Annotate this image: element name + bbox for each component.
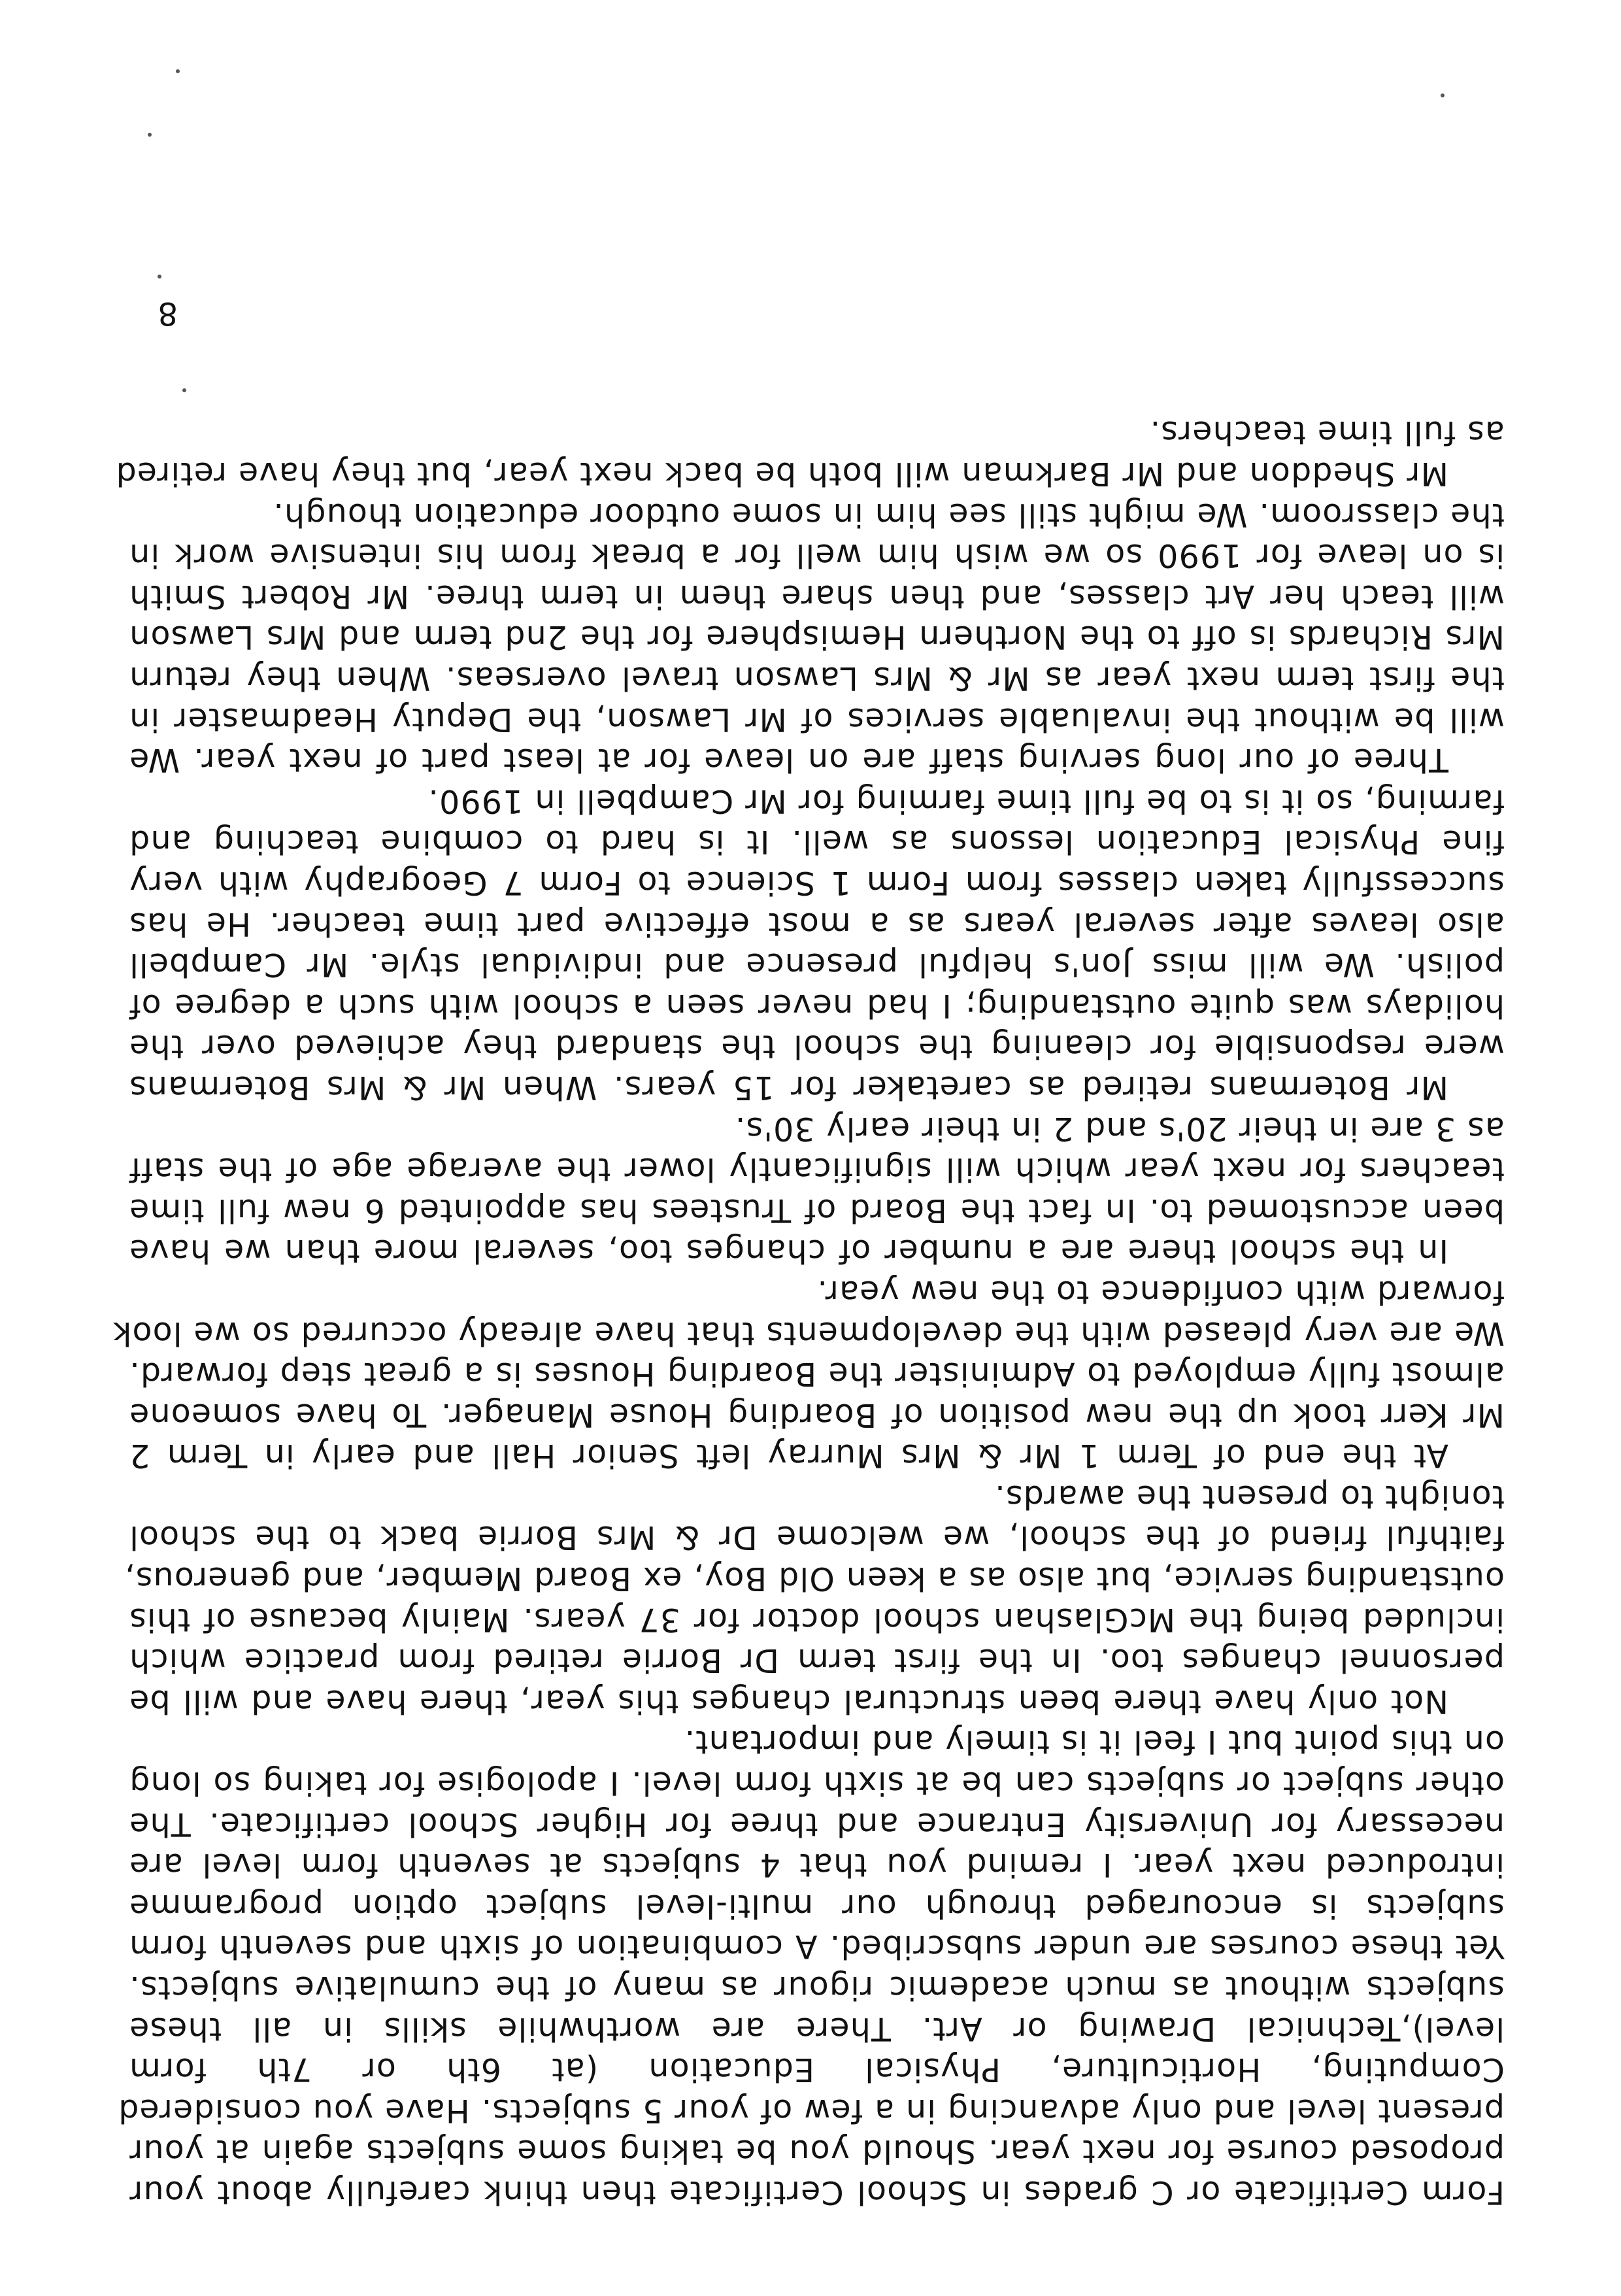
text-line: farming, so it is to be full time farming for Mr Campbell in 1990.: [427, 782, 1505, 820]
text-line: In the school there are a number of changes too, several more than we have: [129, 1232, 1448, 1270]
text-line: other subject or subjects can be at sixth form level. I apologise for taking so long: [129, 1764, 1505, 1802]
text-line: as 3 are in their 20's and 2 in their early 30's.: [734, 1109, 1505, 1147]
text-line: proposed course for next year. Should you be taking some subjects again at your: [129, 2133, 1505, 2170]
text-line: outstanding service, but also as a keen Old Boy, ex Board Member, and generous,: [124, 1560, 1505, 1598]
text-line: subjects without as much academic rigour as many of the cumulative subjects.: [129, 1969, 1505, 2007]
text-line: We are very pleased with the developments that have already occurred so we look: [112, 1314, 1505, 1352]
text-line: tonight to present the awards.: [994, 1477, 1505, 1515]
text-line: as full time teachers.: [1149, 414, 1505, 452]
text-line: will teach her Art classes, and then share them in term three. Mr Robert Smith: [129, 577, 1505, 615]
text-line: almost fully employed to Administer the Boarding Houses is a great step forward.: [129, 1355, 1505, 1393]
text-line: Not only have there been structural changes this year, there have and will be: [129, 1682, 1448, 1720]
scan-speck: [148, 133, 152, 137]
text-line: subjects is encouraged through our multi-level subject option programme: [129, 1887, 1505, 1925]
text-line: teachers for next year which will significantly lower the average age of the staff: [129, 1151, 1505, 1189]
body-text: [112, 412, 1505, 2212]
scan-speck: [182, 388, 186, 392]
text-line: At the end of Term 1 Mr & Mrs Murray left Senior Hall and early in Term 2: [129, 1437, 1448, 1475]
text-line: polish. We will miss Jon's helpful presence and individual style. Mr Campbell: [129, 946, 1505, 984]
text-line: Form Certificate or C grades in School Certificate then think carefully about your: [129, 2174, 1505, 2211]
scan-speck: [158, 275, 161, 279]
text-line: present level and only advancing in a few of your 5 subjects. Have you considered: [118, 2091, 1505, 2129]
text-line: will be without the invaluable services of Mr Lawson, the Deputy Headmaster in: [129, 700, 1505, 738]
text-line: also leaves after several years as a most effective part time teacher. He has: [129, 905, 1505, 943]
text-line: Mrs Richards is off to the Northern Hemisphere for the 2nd term and Mrs Lawson: [129, 618, 1505, 656]
page-number: 8: [158, 295, 178, 331]
text-line: is on leave for 1990 so we wish him well for a break from his intensive work in: [129, 537, 1505, 575]
text-line: holidays was quite outstanding; I had never seen a school with such a degree of: [129, 987, 1505, 1024]
scan-speck: [1441, 93, 1445, 97]
text-line: fine Physical Education lessons as well. It is hard to combine teaching and: [129, 823, 1505, 861]
text-line: Yet these courses are under subscribed. A combination of sixth and seventh form: [129, 1928, 1505, 1966]
text-line: been accustomed to. In fact the Board of Trustees has appointed 6 new full time: [129, 1191, 1505, 1229]
text-line: on this point but I feel it is timely and important.: [684, 1723, 1505, 1761]
text-line: necessary for University Entrance and three for Higher School certificate. The: [129, 1805, 1505, 1843]
text-line: personnel changes too. In the first term Dr Borrie retired from practice which: [129, 1642, 1505, 1680]
text-line: were responsible for cleaning the school the standard they achieved over the: [129, 1028, 1505, 1066]
text-line: Mr Botermans retired as caretaker for 15 years. When Mr & Mrs Botermans: [129, 1068, 1448, 1106]
text-line: Three of our long serving staff are on leave for at least part of next year. We: [129, 741, 1448, 779]
text-line: introduced next year. I remind you that 4 subjects at seventh form level are: [129, 1846, 1505, 1884]
text-line: faithful friend of the school, we welcome Dr & Mrs Borrie back to the school: [129, 1519, 1505, 1557]
text-line: Computing, Horticulture, Physical Education (at 6th or 7th form: [129, 2051, 1505, 2089]
text-line: the classroom. We might still see him in some outdoor education though.: [273, 496, 1505, 533]
text-line: Mr Sheddon and Mr Barkman will both be back next year, but they have retired: [115, 455, 1448, 493]
text-line: successfully taken classes from Form 1 Science to Form 7 Geography with very: [129, 864, 1505, 902]
text-line: forward with confidence to the new year.: [816, 1273, 1505, 1311]
text-line: included being the McGlashan school doctor for 37 years. Mainly because of this: [129, 1600, 1505, 1638]
scan-speck: [176, 69, 180, 73]
text-line: Mr Kerr took up the new position of Boarding House Manager. To have someone: [129, 1396, 1505, 1434]
text-line: level),Technical Drawing or Art. There are worthwhile skills in all these: [129, 2010, 1505, 2048]
text-line: the first term next year as Mr & Mrs Lawson travel overseas. When they return: [129, 660, 1505, 698]
